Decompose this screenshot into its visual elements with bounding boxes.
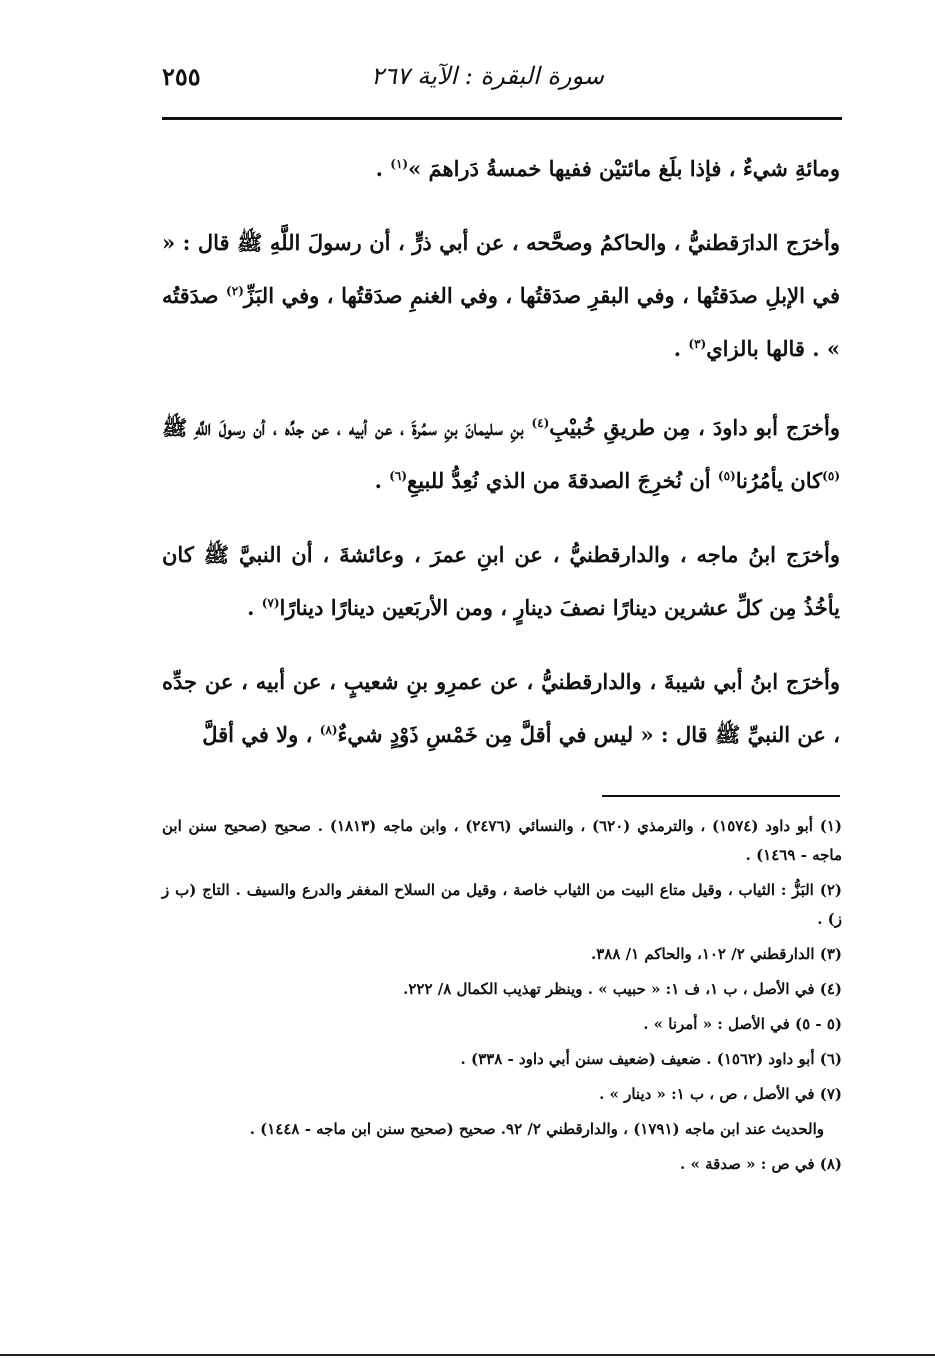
footnote: (٦) أبو داود (١٥٦٢) . ضعيف (ضعيف سنن أبي داود - ٣٣٨) . [460, 1050, 842, 1068]
footnote: (٣) الدارقطني ٢/ ١٠٢، والحاكم ١/ ٣٨٨. [590, 945, 842, 963]
paragraph-text: أن نُخرِجَ الصدقةَ من الذي نُعِدُّ للبيعِ [407, 468, 718, 493]
footnote: (٤) في الأصل ، ب ١، ف ١: « حبيب » . وينظر تهذيب الكمال ٨/ ٢٢٢. [403, 980, 842, 998]
footnote: (٢) البَزُّ : الثياب ، وقيل متاع البيت من الثياب خاصة ، وقيل من السلاح المغفر والدرع والسيف . التاج (ب ز ز) . [162, 881, 842, 928]
paragraph-text: وأخرَج الدارَقطنيُّ ، والحاكمُ وصحَّحه ، عن أبي ذرٍّ ، أن رسولَ اللَّهِ ﷺ قال : « في الإبلِ صدَقتُها ، وفي البقرِ صدَقتُها ، وفي الغنمِ صدَقتُها ، وفي البَزِّ [162, 230, 840, 308]
paragraph-tail: . [247, 595, 262, 620]
page-bottom-edge [0, 1354, 935, 1356]
footnote-ref: (١) [390, 157, 409, 171]
footnote-ref: (٥) [717, 469, 736, 483]
paragraph-tail: . [374, 468, 390, 493]
main-text [162, 140, 840, 785]
footnote-ref: (٢) [226, 284, 244, 298]
footnote: (٧) في الأصل ، ص ، ب ١: « دينار » . [599, 1085, 842, 1103]
footnote-ref: (٤) [531, 416, 550, 430]
footnote-ref: (٧) [261, 596, 280, 610]
paragraph-tail: ، ولا في أقلَّ [202, 722, 320, 747]
page-number: ٢٥٥ [162, 62, 201, 91]
paragraph [162, 219, 840, 373]
footnote: (٨) في ص : « صدقة » . [680, 1155, 842, 1173]
paragraph-text: وأخرَج أبو داودَ ، مِن طريقِ خُبيْبِ [549, 415, 840, 440]
footnote-separator [602, 795, 840, 797]
paragraph [162, 531, 840, 632]
header-rule [162, 117, 842, 120]
paragraph-text: صدَقتُه » . قالها بالزاي [162, 283, 840, 361]
footnote-continuation: والحديث عند ابن ماجه (١٧٩١) ، والدارقطني ٢/ ٩٢. صحيح (صحيح سنن ابن ماجه - ١٤٤٨) . [249, 1120, 824, 1138]
footnotes [162, 812, 842, 1185]
paragraph-tail: . [673, 336, 689, 361]
page-header [162, 62, 842, 102]
paragraph-text: بنِ سليمانَ بنِ سمُرةَ ، عن أبيه ، عن جدِّه ، أن رسولَ اللَّهِ ﷺ [162, 415, 532, 440]
paragraph [162, 658, 840, 759]
paragraph-text: وأخرَج ابنُ ماجه ، والدارقطنيُّ ، عن ابنِ عمرَ ، وعائشةَ ، أن النبيَّ ﷺ كان يأخُذُ مِن كلِّ عشرين دينارًا نصفَ دينارٍ ، ومن الأربَعين دينارًا دينارًا [162, 542, 840, 620]
footnote-ref: (٦) [389, 469, 408, 483]
paragraph-tail: . [375, 156, 391, 181]
running-title: سورة البقرة : الآية ٢٦٧ [370, 62, 604, 90]
paragraph-text: كان يأمُرُنا [735, 468, 823, 493]
paragraph-text: وأخرَج ابنُ أبي شيبةَ ، والدارقطنيُّ ، عن عمرِو بنِ شعيبٍ ، عن أبيه ، عن جدِّه ، عن النبيِّ ﷺ قال : « ليس في أقلَّ مِن خَمْسِ ذَوْدٍ شيءٌ [162, 669, 840, 747]
footnote-ref: (٣) [688, 337, 707, 351]
footnote: (٥ - ٥) في الأصل : « أمرنا » . [643, 1015, 842, 1033]
paragraph [162, 399, 840, 505]
footnote-ref: (٥) [822, 469, 840, 483]
footnote-ref: (٨) [319, 723, 338, 737]
paragraph [162, 140, 840, 193]
paragraph-text: ومائةِ شيءٌ ، فإذا بلَغ مائتيْن ففيها خمسةُ دَراهمَ » [408, 156, 840, 181]
footnote: (١) أبو داود (١٥٧٤) ، والترمذي (٦٢٠) ، والنسائي (٢٤٧٦) ، وابن ماجه (١٨١٣) . صحيح (صحيح سنن ابن ماجه - ١٤٦٩) . [162, 817, 842, 864]
